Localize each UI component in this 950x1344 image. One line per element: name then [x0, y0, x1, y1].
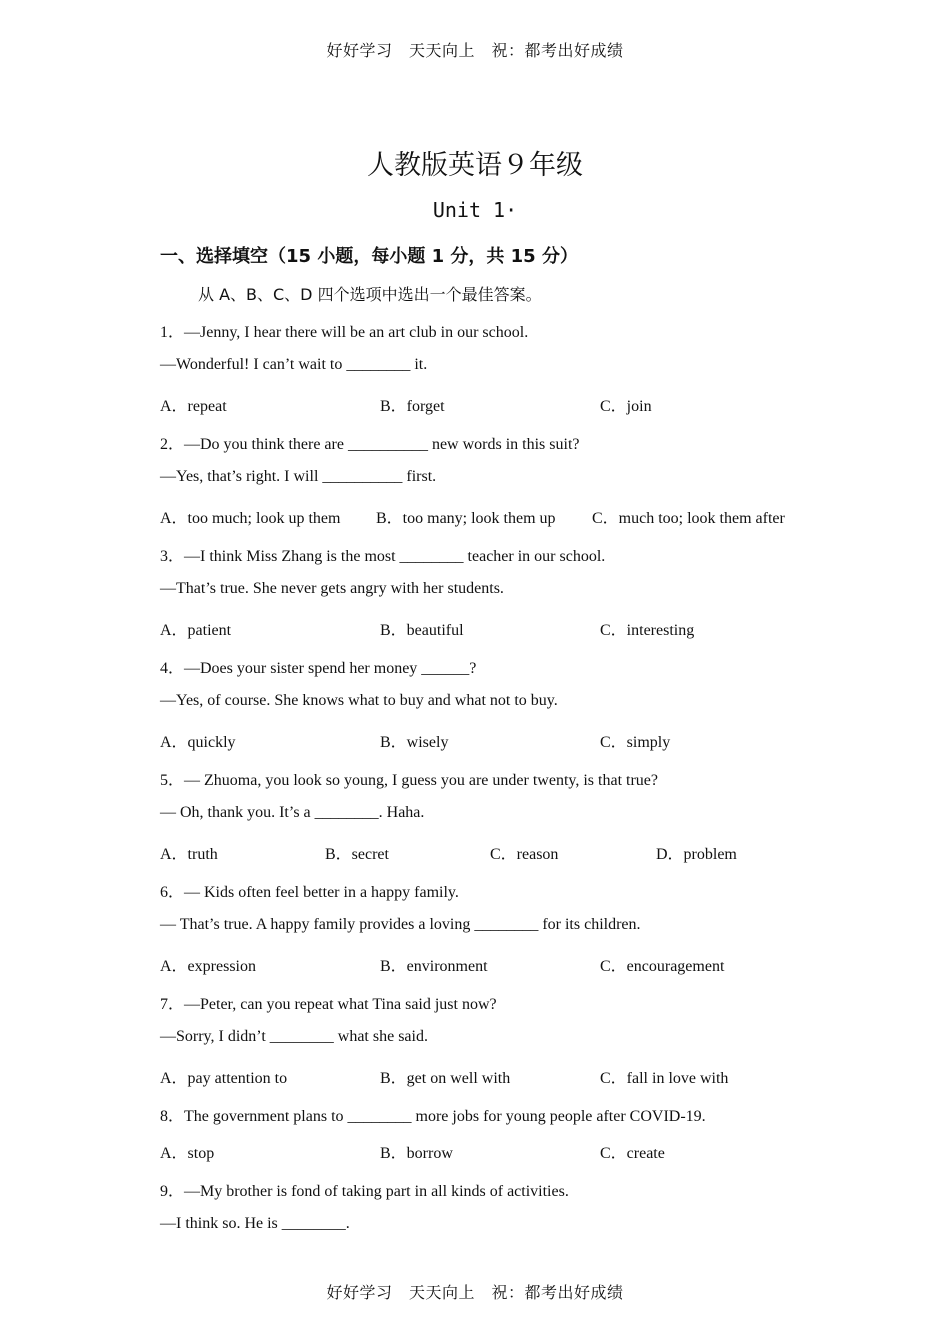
option-b[interactable]: B．borrow — [380, 1145, 453, 1162]
option-a[interactable]: A．patient — [160, 622, 232, 639]
option-c[interactable]: C．simply — [600, 734, 671, 751]
question-4-line-1: 4．—Does your sister spend her money ______? — [160, 660, 477, 677]
option-a[interactable]: A．pay attention to — [160, 1070, 288, 1087]
question-1-line-1: 1．—Jenny, I hear there will be an art club in our school. — [160, 324, 529, 341]
question-7-line-1: 7．—Peter, can you repeat what Tina said just now? — [160, 996, 497, 1013]
option-b[interactable]: B．environment — [380, 958, 488, 975]
option-d[interactable]: D．problem — [656, 846, 737, 863]
question-6-line-2: — That’s true. A happy family provides a loving ________ for its children. — [160, 916, 641, 933]
option-c[interactable]: C．much too; look them after — [592, 510, 785, 527]
question-8-options — [160, 1140, 800, 1162]
question-3-line-1: 3．—I think Miss Zhang is the most ________ teacher in our school. — [160, 548, 606, 565]
unit-subtitle: Unit 1· — [432, 198, 518, 222]
question-6-options — [160, 953, 800, 975]
option-a[interactable]: A．quickly — [160, 734, 236, 751]
option-b[interactable]: B．forget — [380, 398, 445, 415]
option-b[interactable]: B．beautiful — [380, 622, 464, 639]
option-b[interactable]: B．secret — [325, 846, 389, 863]
option-c[interactable]: C．reason — [490, 846, 559, 863]
page-header: 好好学习 天天向上 祝：都考出好成绩 — [326, 41, 624, 60]
question-4-options — [160, 729, 800, 751]
question-5-options — [160, 841, 800, 863]
question-2-options — [160, 505, 800, 527]
option-b[interactable]: B．get on well with — [380, 1070, 511, 1087]
page-title: 人教版英语９年级 — [367, 150, 583, 181]
question-3-line-2: —That’s true. She never gets angry with her students. — [160, 580, 504, 597]
option-b[interactable]: B．too many; look them up — [376, 510, 556, 527]
option-c[interactable]: C．fall in love with — [600, 1070, 729, 1087]
option-a[interactable]: A．repeat — [160, 398, 227, 415]
question-8-line-1: 8．The government plans to ________ more jobs for young people after COVID-19. — [160, 1108, 706, 1125]
option-a[interactable]: A．expression — [160, 958, 256, 975]
option-c[interactable]: C．encouragement — [600, 958, 725, 975]
option-c[interactable]: C．join — [600, 398, 652, 415]
option-c[interactable]: C．create — [600, 1145, 665, 1162]
question-1-line-2: —Wonderful! I can’t wait to ________ it. — [160, 356, 428, 373]
question-2-line-2: —Yes, that’s right. I will __________ first. — [160, 468, 437, 485]
question-5-line-1: 5．— Zhuoma, you look so young, I guess you are under twenty, is that true? — [160, 772, 658, 789]
question-4-line-2: —Yes, of course. She knows what to buy and what not to buy. — [160, 692, 558, 709]
question-6-line-1: 6．— Kids often feel better in a happy family. — [160, 884, 459, 901]
option-a[interactable]: A．stop — [160, 1145, 215, 1162]
option-a[interactable]: A．truth — [160, 846, 218, 863]
option-a[interactable]: A．too much; look up them — [160, 510, 341, 527]
question-5-line-2: — Oh, thank you. It’s a ________. Haha. — [160, 804, 425, 821]
question-7-line-2: —Sorry, I didn’t ________ what she said. — [160, 1028, 428, 1045]
question-3-options — [160, 617, 800, 639]
option-c[interactable]: C．interesting — [600, 622, 695, 639]
question-2-line-1: 2．—Do you think there are __________ new words in this suit? — [160, 436, 580, 453]
question-7-options — [160, 1065, 800, 1087]
question-1-options — [160, 393, 800, 415]
instruction-text: 从 A、B、C、D 四个选项中选出一个最佳答案。 — [198, 285, 542, 304]
question-9-line-1: 9．—My brother is fond of taking part in all kinds of activities. — [160, 1183, 569, 1200]
section-heading: 一、选择填空（15 小题，每小题 1 分，共 15 分） — [160, 246, 578, 267]
option-b[interactable]: B．wisely — [380, 734, 449, 751]
question-9-line-2: —I think so. He is ________. — [160, 1215, 350, 1232]
page-footer: 好好学习 天天向上 祝：都考出好成绩 — [326, 1283, 624, 1302]
